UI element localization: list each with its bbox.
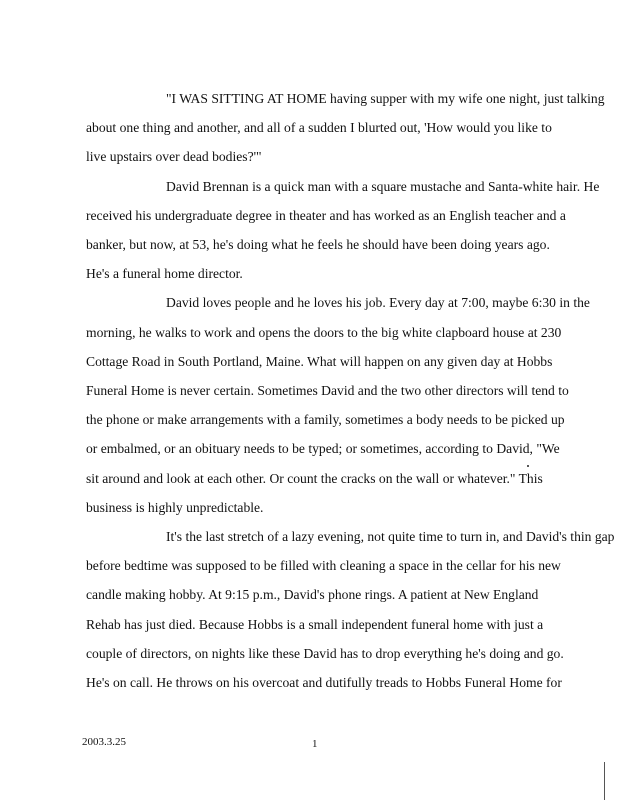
text-line: It's the last stretch of a lazy evening, not quite time to turn in, and David's thin gap [166, 529, 615, 545]
text-line: "I WAS SITTING AT HOME having supper with my wife one night, just talking [166, 91, 605, 106]
paragraph-3 [86, 288, 590, 522]
scan-speck [527, 465, 529, 467]
text-line: Cottage Road in South Portland, Maine. What will happen on any given day at Hobbs [86, 353, 553, 369]
scan-edge-mark [604, 762, 605, 800]
footer-date: 2003.3.25 [82, 736, 126, 748]
text-line: David loves people and he loves his job. Every day at 7:00, maybe 6:30 in the [166, 295, 590, 311]
text-line: business is highly unpredictable. [86, 499, 264, 515]
page-number: 1 [312, 738, 318, 750]
text-line: Rehab has just died. Because Hobbs is a small independent funeral home with just a [86, 616, 544, 632]
text-line: live upstairs over dead bodies?'" [86, 149, 262, 165]
text-line: candle making hobby. At 9:15 p.m., David's phone rings. A patient at New England [86, 587, 539, 603]
text-line: He's a funeral home director. [86, 266, 243, 282]
text-line: couple of directors, on nights like these David has to drop everything he's doing and go. [86, 645, 564, 661]
text-line: or embalmed, or an obituary needs to be typed; or sometimes, according to David, "We [86, 441, 560, 457]
text-line: David Brennan is a quick man with a square mustache and Santa-white hair. He [166, 178, 600, 194]
body-text [86, 84, 615, 697]
paragraph-2 [86, 172, 600, 289]
paragraph-4 [86, 522, 615, 697]
text-line: received his undergraduate degree in theater and has worked as an English teacher and a [86, 207, 566, 223]
text-line: Funeral Home is never certain. Sometimes David and the two other directors will tend to [86, 383, 569, 399]
text-line: banker, but now, at 53, he's doing what he feels he should have been doing years ago. [86, 237, 550, 253]
text-line: the phone or make arrangements with a family, sometimes a body needs to be picked up [86, 412, 565, 428]
text-line: before bedtime was supposed to be filled with cleaning a space in the cellar for his new [86, 558, 561, 574]
paragraph-1 [86, 84, 605, 172]
text-line: about one thing and another, and all of a sudden I blurted out, 'How would you like to [86, 120, 552, 136]
text-line: morning, he walks to work and opens the doors to the big white clapboard house at 230 [86, 324, 562, 340]
text-line: He's on call. He throws on his overcoat and dutifully treads to Hobbs Funeral Home for [86, 675, 562, 691]
text-line: sit around and look at each other. Or count the cracks on the wall or whatever." This [86, 470, 543, 486]
